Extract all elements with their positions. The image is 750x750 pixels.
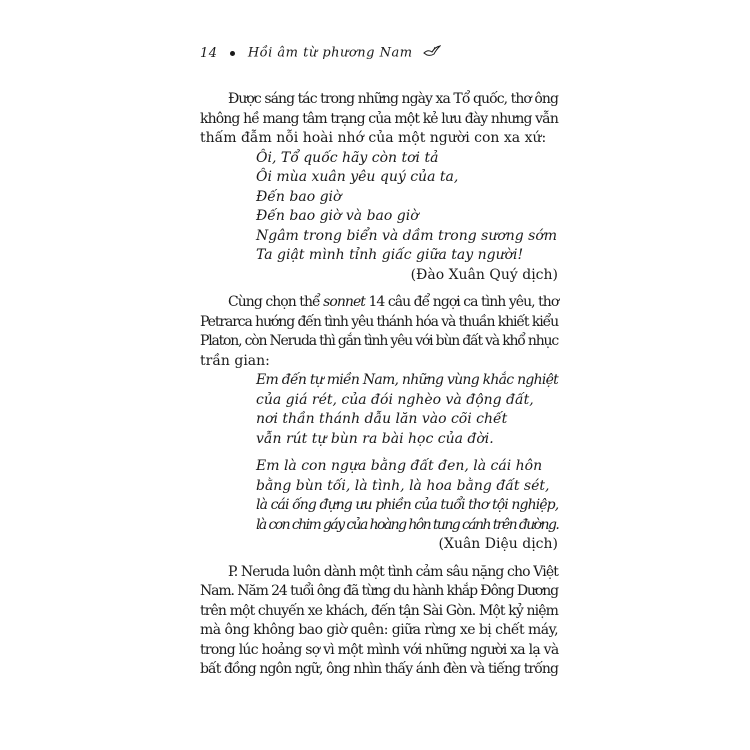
paragraph-2 <box>200 293 558 371</box>
text-line: Petrarca hướng đến tình yêu thánh hóa và thuần khiết kiểu <box>200 313 558 330</box>
text-line: bất đồng ngôn ngữ, ông nhìn thấy ánh đèn và tiếng trống <box>200 661 559 677</box>
bird-ornament-icon <box>423 44 441 62</box>
running-header <box>200 44 560 68</box>
spacer <box>200 285 558 293</box>
poem-line: Ngâm trong biển và dầm trong sương sớm <box>256 227 558 244</box>
page-body <box>200 90 558 680</box>
text-line: Nam. Năm 24 tuổi ông đã từng du hành khắp Đông Dương <box>200 583 558 599</box>
text-line: Được sáng tác trong những ngày xa Tổ quốc, thơ ông <box>228 91 558 107</box>
text-line: Platon, còn Neruda thì gắn tình yêu với bùn đất và khổ nhục <box>200 333 558 349</box>
paragraph-1 <box>200 90 558 149</box>
poem-line: là con chim gáy của hoàng hôn tung cánh trên đường. <box>256 516 559 533</box>
translator-credit: (Xuân Diệu dịch) <box>438 536 558 552</box>
poem-line: của giá rét, của đói nghèo và động đất, <box>256 391 534 408</box>
text-line: trong lúc hoảng sợ vì một mình với những người xa lạ và <box>200 641 559 658</box>
poem-1 <box>200 149 558 286</box>
poem-line: là cái ống đựng ưu phiền của tuổi thơ tội nghiệp, <box>256 497 559 513</box>
text-line: thấm đẫm nỗi hoài nhớ của một người con xa xứ: <box>200 130 547 146</box>
spacer <box>200 555 558 563</box>
paragraph-3 <box>200 563 558 680</box>
running-title: Hồi âm từ phương Nam <box>247 45 413 61</box>
poem-line: vẫn rút tự bùn ra bài học của đời. <box>256 430 494 447</box>
page-number: 14 <box>200 45 218 61</box>
stanza-gap <box>256 449 558 457</box>
text-line: mà ông không bao giờ quên: giữa rừng xe bị chết máy, <box>200 622 558 638</box>
text-line: trên một chuyến xe khách, đến tận Sài Gòn. Một kỷ niệm <box>200 602 558 619</box>
poem-line: Em là con ngựa bằng đất đen, là cái hôn <box>256 458 543 474</box>
poem-line: Ta giật mình tỉnh giấc giữa tay người! <box>256 247 524 263</box>
translator-credit: (Đào Xuân Quý dịch) <box>410 266 558 283</box>
poem-line: Ôi mùa xuân yêu quý của ta, <box>256 169 459 185</box>
bullet-dot <box>230 51 235 56</box>
poem-line: bằng bùn tối, là tình, là hoa bằng đất sét, <box>256 477 550 494</box>
poem-line: Ôi, Tổ quốc hãy còn tơi tả <box>256 149 439 166</box>
poem-line: Đến bao giờ <box>256 188 342 205</box>
poem-2 <box>200 371 558 555</box>
text-line: trần gian: <box>200 352 270 369</box>
poem-line: Em đến tự miền Nam, những vùng khắc nghiệt <box>256 372 559 388</box>
text-line: P. Neruda luôn dành một tình cảm sâu nặng cho Việt <box>228 563 558 580</box>
text-line: không hề mang tâm trạng của một kẻ lưu đày nhưng vẫn <box>200 110 558 127</box>
poem-line: Đến bao giờ và bao giờ <box>256 208 419 224</box>
poem-line: nơi thần thánh dẫu lăn vào cõi chết <box>256 411 508 427</box>
text-line: Cùng chọn thể sonnet 14 câu để ngợi ca tình yêu, thơ <box>228 294 559 310</box>
emphasis-term: sonnet <box>323 294 365 310</box>
